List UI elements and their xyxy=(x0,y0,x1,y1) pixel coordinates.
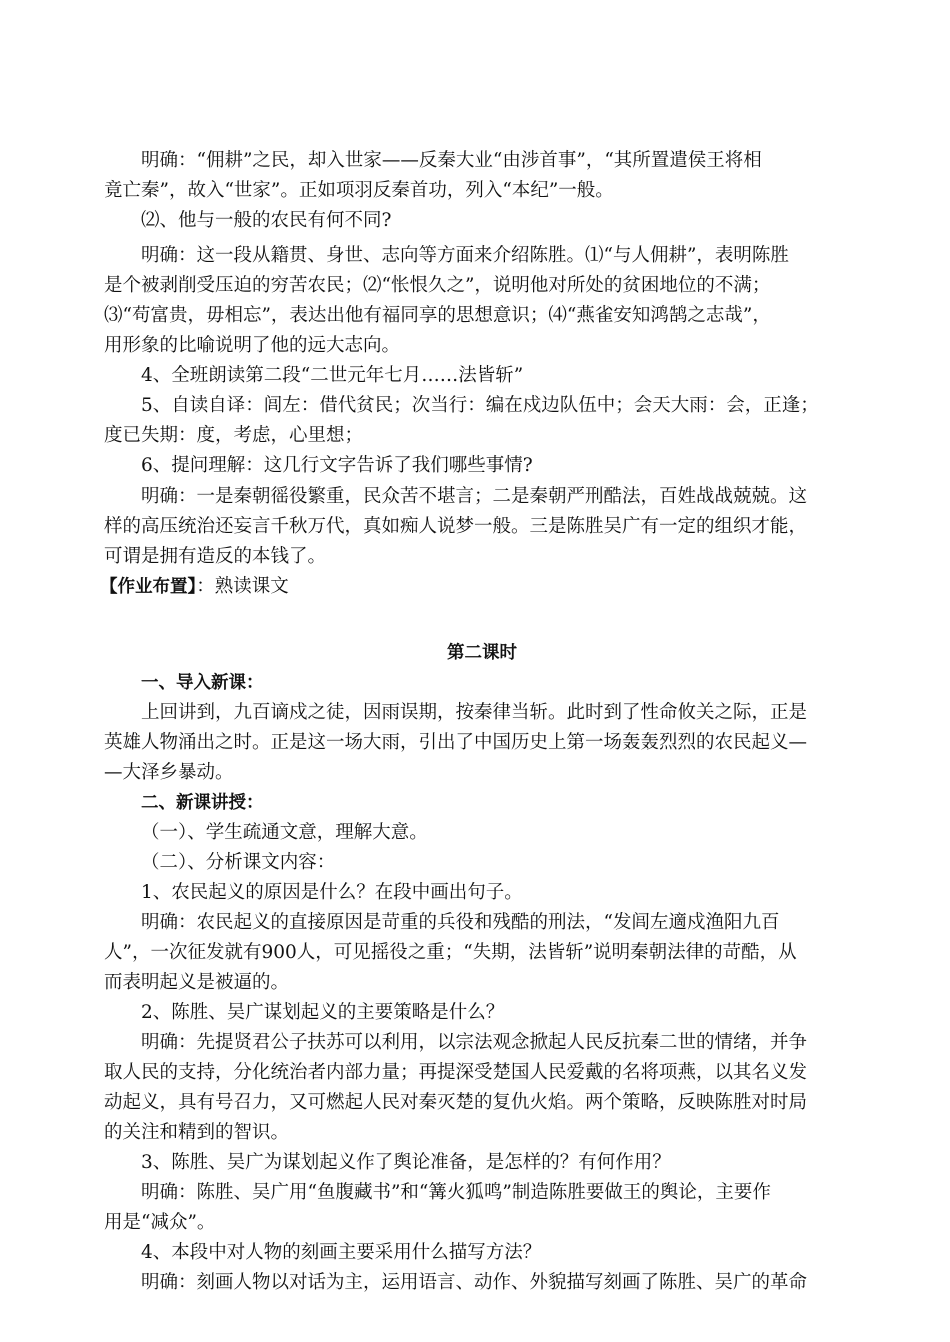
text-line: 用形象的比喻说明了他的远大志向。 xyxy=(104,335,401,356)
text-line: 可谓是拥有造反的本钱了。 xyxy=(104,546,327,567)
text-line: （二）、分析课文内容： xyxy=(141,852,336,873)
text-line: 取人民的支持，分化统治者内部力量；再提深受楚国人民爱戴的名将项燕，以其名义发 xyxy=(104,1062,808,1083)
text-line: 明确：这一段从籍贯、身世、志向等方面来介绍陈胜。⑴“与人佣耕”，表明陈胜 xyxy=(141,245,789,266)
text-line: 而表明起义是被逼的。 xyxy=(104,972,290,993)
text-line: 动起义，具有号召力，又可燃起人民对秦灭楚的复仇火焰。两个策略，反映陈胜对时局 xyxy=(104,1092,808,1113)
text-line: 度已失期：度，考虑，心里想； xyxy=(104,425,364,446)
text-line: 明确：一是秦朝徭役繁重，民众苦不堪言；二是秦朝严刑酷法，百姓战战兢兢。这 xyxy=(141,486,808,507)
section-title: 第二课时 xyxy=(447,643,517,663)
text-line: 样的高压统治还妄言千秋万代，真如痴人说梦一般。三是陈胜吴广有一定的组织才能， xyxy=(104,516,808,537)
text-line: 6、提问理解：这几行文字告诉了我们哪些事情? xyxy=(141,455,533,476)
text-line: 是个被剥削受压迫的穷苦农民；⑵“怅恨久之”，说明他对所处的贫困地位的不满； xyxy=(104,275,771,296)
question-line: ⑵、他与一般的农民有何不同? xyxy=(141,210,392,231)
homework-line xyxy=(100,572,856,602)
text-line: 1、农民起义的原因是什么？在段中画出句子。 xyxy=(141,882,523,903)
text-line: 2、陈胜、吴广谋划起义的主要策略是什么？ xyxy=(141,1002,505,1023)
text-line: 明确：先提贤君公子扶苏可以利用，以宗法观念掀起人民反抗秦二世的情绪，并争 xyxy=(141,1032,808,1053)
homework-text: ：熟读课文 xyxy=(196,576,289,597)
text-line: 用是“减众”。 xyxy=(104,1212,216,1233)
heading-new-lesson: 二、新课讲授： xyxy=(141,793,264,813)
text-line: 上回讲到，九百谪戍之徒，因雨误期，按秦律当斩。此时到了性命攸关之际，正是 xyxy=(141,702,808,723)
text-line: 明确：农民起义的直接原因是苛重的兵役和残酷的刑法，“发闾左適戍渔阳九百 xyxy=(141,912,780,933)
text-line: 人”，一次征发就有900人，可见摇役之重；“失期，法皆斩”说明秦朝法律的苛酷，从 xyxy=(104,942,797,963)
text-line: —大泽乡暴动。 xyxy=(104,762,234,783)
text-line: 竟亡秦”，故入“世家”。正如项羽反秦首功，列入“本纪”一般。 xyxy=(104,180,614,201)
text-line: 明确：刻画人物以对话为主，运用语言、动作、外貌描写刻画了陈胜、吴广的革命 xyxy=(141,1272,808,1293)
text-line: 英雄人物涌出之时。正是这一场大雨，引出了中国历史上第一场轰轰烈烈的农民起义— xyxy=(104,732,808,753)
text-line: 5、自读自译：闾左：借代贫民；次当行：编在戍边队伍中；会天大雨：会，正逢； xyxy=(141,395,819,416)
text-line: （一）、学生疏通文意，理解大意。 xyxy=(141,822,428,843)
text-line: 3、陈胜、吴广为谋划起义作了舆论准备，是怎样的？有何作用？ xyxy=(141,1152,671,1173)
homework-label: 【作业布置】 xyxy=(100,577,197,597)
text-line: 的关注和精到的智识。 xyxy=(104,1122,290,1143)
text-line: 明确：陈胜、吴广用“鱼腹藏书”和“篝火狐鸣”制造陈胜要做王的舆论，主要作 xyxy=(141,1182,771,1203)
text-line: ⑶“苟富贵，毋相忘”，表达出他有福同享的思想意识；⑷“燕雀安知鸿鹄之志哉”， xyxy=(104,305,771,326)
text-line: 明确：“佣耕”之民，却入世家——反秦大业“由涉首事”，“其所置遣侯王将相 xyxy=(141,150,762,171)
heading-intro: 一、导入新课： xyxy=(141,673,264,693)
text-line: 4、全班朗读第二段“二世元年七月……法皆斩” xyxy=(141,365,524,386)
text-line: 4、本段中对人物的刻画主要采用什么描写方法？ xyxy=(141,1242,542,1263)
